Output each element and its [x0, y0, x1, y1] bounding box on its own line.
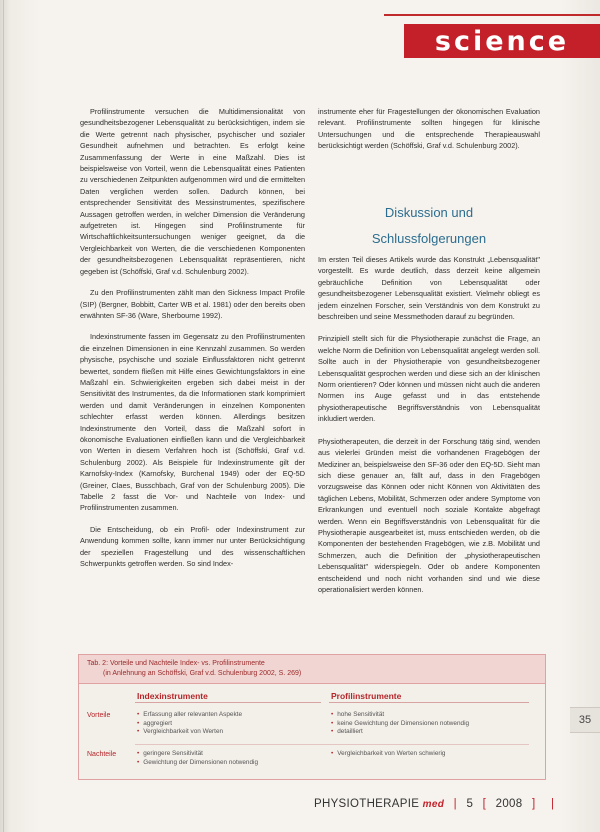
- paragraph: instrumente eher für Fragestellungen der ökonomischen Evaluation relevant. Profilinstrumente sollten hingegen für klinische Untersuchungen und die entsprechende Therapieauswahl berücksichtigt werden (Schöffski, Graf v.d. Schulenburg 2002).: [318, 107, 540, 151]
- paragraph: Physiotherapeuten, die derzeit in der Forschung tätig sind, wenden aus vielerlei Gründen meist die vorhandenen Fragebögen der Mediziner an, beispielsweise den SF-36 oder den EQ-5D. Sieht man sich diese genauer an, fällt auf, dass in den Fragebögen vorzugsweise das Können oder nicht Können von Aktivitäten des täglichen Lebens, Mobilität, Schmerzen oder andere Symptome von Erkrankungen und eventuell noch soziale Kontakte abgefragt werden. Wenn ein Begriffsverständnis von Lebensqualität für die Physiotherapie ausgearbeitet ist, muss entschieden werden, ob die Komponenten der bestehenden Fragebögen, wie z.B. Mobilität und Schmerzen, auch die Definition der „physiotherapeutischen Lebensqualität" widerspiegeln. Oder ob andere Komponenten entscheidend und noch nicht vorhanden sind und wie diese operationalisiert werden können.: [318, 436, 540, 594]
- heading-line: Diskussion und: [384, 205, 474, 220]
- cell-index-nachteile: [137, 750, 323, 767]
- left-column: [80, 106, 305, 579]
- separator: |: [453, 798, 457, 810]
- paragraph: Profilinstrumente versuchen die Multidimensionalität von gesundheitsbezogener Lebensqualität zu berücksichtigen, indem sie die Werte getrennt nach physischer, psychischer und sozialer Gesundheit aufnehmen und betrachten. Es erfolgt keine Zusammenfassung der Werte in eine Maßzahl. Dies ist beispielsweise von Vorteil, wenn die Lebensqualität eines Patienten zu verschiedenen Zeitpunkten aufgenommen wird und die ermittelten Daten verglichen werden sollen. Dadurch können, bei entsprechender Sensitivität des Messinstrumentes, spezifischere Aussagen getroffen werden, in welcher Dimension die Veränderung aufgetreten ist. Hingegen sind Profilinstrumente für Wirtschaftlichkeitsuntersuchungen weniger geeignet, da die Vergleichbarkeit von Werten, die die verschiedenen Komponenten der gesundheitsbezogenen Lebensqualität repräsentieren, nicht gegeben ist (Schöffski, Graf v.d. Schulenburg 2002).: [80, 107, 305, 276]
- cell-profil-nachteile: [331, 750, 536, 759]
- separator: |: [550, 798, 555, 810]
- list-item: • Gewichtung der Dimensionen notwendig: [137, 759, 323, 768]
- separator: [: [482, 798, 487, 810]
- section-heading: [318, 200, 540, 252]
- header-rule: [384, 14, 600, 16]
- column-header-index: Indexinstrumente: [137, 691, 208, 701]
- comparison-table: [78, 654, 546, 780]
- paragraph: Zu den Profilinstrumenten zählt man den Sickness Impact Profile (SIP) (Bergner, Bobbitt, Carter WB et al. 1981) oder den bereits oben erwähnten SF-36 (Ware, Sherbourne 1992).: [80, 288, 305, 320]
- footer: [314, 798, 560, 810]
- issue-year: 2008: [495, 798, 523, 810]
- binding-edge: [3, 0, 4, 832]
- row-label-nachteile: Nachteile: [87, 751, 117, 758]
- list-item: • hohe Sensitivität: [331, 711, 536, 720]
- list-item: • keine Gewichtung der Dimensionen notwendig: [331, 720, 536, 729]
- heading-line: Schlussfolgerungen: [371, 231, 487, 246]
- header-divider: [135, 702, 321, 703]
- issue-number: 5: [466, 798, 474, 810]
- page-number: 35: [570, 707, 600, 733]
- cell-index-vorteile: [137, 711, 323, 737]
- paragraph: Die Entscheidung, ob ein Profil- oder Indexinstrument zur Anwendung kommen sollte, kann immer nur unter Berücksichtigung der speziellen Fragestellung und des wissenschaftlichen Schwerpunkts getroffen werden. So sind Index-: [80, 524, 305, 569]
- column-header-profil: Profilinstrumente: [331, 691, 402, 701]
- paragraph: Prinzipiell stellt sich für die Physiotherapie zunächst die Frage, an welche Norm die Definition von Lebensqualität angelegt werden soll. Sollte auch in der Physiotherapie von gesundheitsbezogener Lebensqualität gesprochen werden und diese sich an der klinischen Norm orientieren? Oder können und müssen nicht auch die anderen Normen ins Auge gefasst und in das entstehende physiotherapeutische Begriffsverständnis von Lebensqualität inkludiert werden.: [318, 334, 540, 424]
- row-divider: [135, 744, 529, 745]
- list-item: • Vergleichbarkeit von Werten: [137, 728, 323, 737]
- right-column-body: [318, 254, 540, 606]
- cell-profil-vorteile: [331, 711, 536, 737]
- list-item: • Vergleichbarkeit von Werten schwierig: [331, 750, 536, 759]
- table-caption: [79, 655, 545, 684]
- list-item: • geringere Sensitivität: [137, 750, 323, 759]
- header-divider: [329, 702, 529, 703]
- caption-title: Tab. 2: Vorteile und Nachteile Index- vs. Profilinstrumente: [87, 660, 265, 667]
- paragraph: Im ersten Teil dieses Artikels wurde das Konstrukt „Lebensqualität" vorgestellt. Es wurde deutlich, dass derzeit keine allgemein gebräuchliche Definition von Lebensqualität oder gesundheitsbezogener Lebensqualität existiert. Vielmehr obliegt es jedem einzelnen Forscher, sein Verständnis von dem Konstrukt zu beschreiben und seine Messmethoden darauf zu begründen.: [318, 255, 540, 322]
- list-item: • detailliert: [331, 728, 536, 737]
- journal-suffix: med: [422, 799, 445, 810]
- row-label-vorteile: Vorteile: [87, 712, 111, 719]
- section-tab: science: [404, 24, 600, 58]
- caption-source: (in Anlehnung an Schöffski, Graf v.d. Schulenburg 2002, S. 269): [103, 670, 302, 677]
- list-item: • aggregiert: [137, 720, 323, 729]
- journal-name: PHYSIOTHERAPIE: [314, 798, 420, 810]
- paragraph: Indexinstrumente fassen im Gegensatz zu den Profilinstrumenten die einzelnen Dimensionen in eine Kennzahl zusammen. So werden physische, psychische und soziale Einflussfaktoren nicht getrennt bewertet, sondern fließen mit Hilfe eines Gewichtungsfaktors in eine Maßzahl ein. Schwierigkeiten ergeben sich dabei meist in der Sensitivität des Instrumentes, da die Informationen stark komprimiert werden und damit Veränderungen in einzelnen Komponenten schlechter erfasst werden können. Allerdings besitzen Indexinstrumente den Vorteil, dass die Maßzahl sofort in ökonomische Evaluationen einfließen kann und die Vergleichbarkeit von Werten in diesem Verfahren hoch ist (Schöffski, Graf v.d. Schulenburg 2002). Als Beispiele für Indexinstrumente gilt der Karnofsky-Index (Karnofsky, Burchenal 1949) oder der EQ-5D (Greiner, Claes, Busschbach, Graf von der Schulenburg 2005). Die Tabelle 2 fasst die Vor- und Nachteile von Index- und Profilinstrumenten zusammen.: [80, 332, 305, 513]
- right-column-top: [318, 106, 540, 162]
- list-item: • Erfassung aller relevanten Aspekte: [137, 711, 323, 720]
- separator: ]: [531, 798, 536, 810]
